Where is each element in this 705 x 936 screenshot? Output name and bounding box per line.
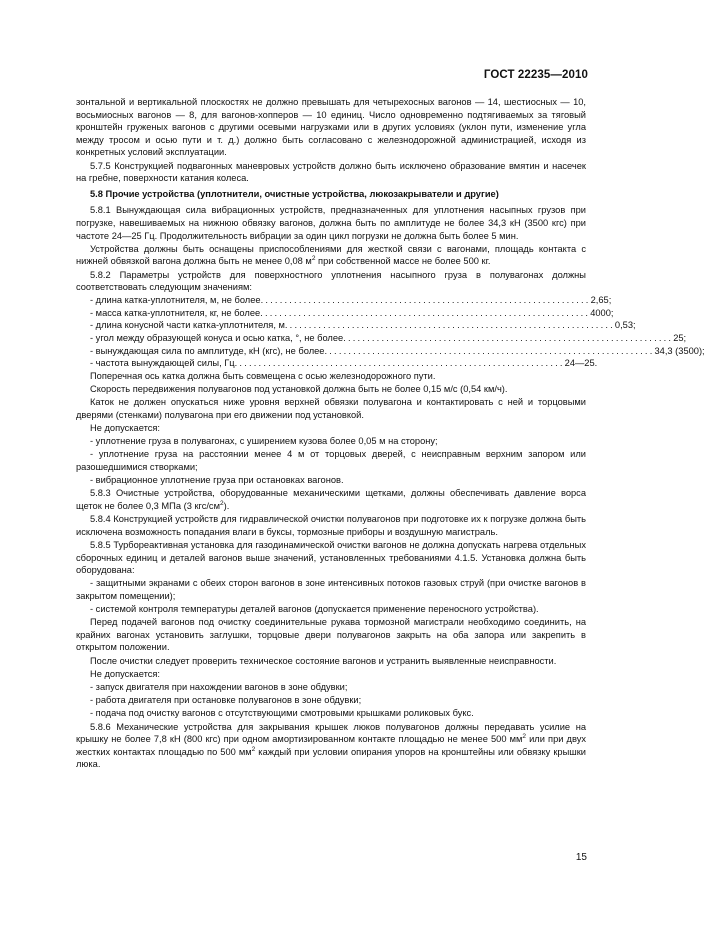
- leader-dots: .....................................................................: [284, 320, 615, 331]
- parameter-value: 2,65;: [590, 295, 612, 306]
- leader-dots: .....................................................................: [343, 333, 674, 344]
- superscript: 2: [522, 733, 527, 741]
- list-item: - уплотнение груза на расстоянии менее 4 м от торцовых дверей, с неисправным верхним запором или разошедшимися створками;: [76, 449, 586, 472]
- list-item: - запуск двигателя при нахождении вагонов в зоне обдувки;: [90, 682, 348, 692]
- document-id: ГОСТ 22235—2010: [483, 69, 588, 81]
- paragraph-after-cleaning: После очистки следует проверить техническое состояние вагонов и устранить выявленные неисправности.: [90, 655, 557, 666]
- paragraph-5-8-6: [76, 721, 586, 771]
- paragraph-5-8-1: 5.8.1 Вынуждающая сила вибрационных устройств, предназначенных для уплотнения насыпных грузов при погрузке, навешиваемых на нижнюю обвязку вагонов, должна быть по амплитуде не более 34,3 кН (3500 кгс) при частоте 24—25 Гц. Продолжительность вибрации за один цикл погрузки не должна быть более 5 мин.: [76, 205, 586, 241]
- section-heading-5-8: 5.8 Прочие устройства (уплотнители, очистные устройства, люкозакрыватели и другие): [90, 188, 499, 199]
- superscript: 2: [251, 745, 256, 753]
- paragraph-5-8-4: 5.8.4 Конструкцией устройств для гидравлической очистки полувагонов при подготовке их к погрузке должна быть исключена возможность попадания влаги в буксы, тормозные приборы и воздушную магистраль.: [76, 514, 586, 537]
- list-item: - подача под очистку вагонов с отсутствующими смотровыми крышками роликовых букс.: [90, 708, 474, 719]
- parameter-label: - вынуждающая сила по амплитуде, кН (кгс), не более: [90, 345, 325, 356]
- parameter-row: [90, 319, 636, 332]
- paragraph-5-8-3: [76, 487, 586, 512]
- parameter-row: [90, 332, 687, 345]
- list-item: - системой контроля температуры деталей вагонов (допускается применение переносного устройства).: [90, 604, 539, 615]
- text: Устройства должны быть оснащены приспособлениями для жесткой связи с вагонами, площадь контакта с нижней обвязкой вагона должна быть не менее 0,08 м: [76, 243, 586, 267]
- superscript: 2: [219, 499, 224, 507]
- leader-dots: .....................................................................: [260, 295, 591, 306]
- paragraph-axis: Поперечная ось катка должна быть совмещена с осью железнодорожного пути.: [90, 370, 436, 381]
- list-item: - уплотнение груза в полувагонах, с уширением кузова более 0,05 м на сторону;: [90, 436, 438, 447]
- paragraph-not-allowed: Не допускается:: [90, 423, 161, 433]
- leader-dots: .....................................................................: [324, 345, 655, 356]
- superscript: 2: [311, 255, 316, 263]
- paragraph-contact-area: [76, 243, 586, 268]
- parameter-value: 24—25.: [564, 358, 598, 369]
- text: 5.8.6 Механические устройства для закрывания крышек люков полувагонов должны передавать усилие на крышку не более 7,8 кН (800 кгс) при одном амортизированном контакте площадью не менее 500 мм: [76, 721, 586, 745]
- text: каждый при условии опирания упоров на кронштейны или обвязку крышки люка.: [76, 746, 586, 770]
- parameter-row: [90, 307, 614, 320]
- paragraph-5-7-5: 5.7.5 Конструкцией подвагонных маневровых устройств должно быть исключено образование вмятин и насечек на гребне, поверхности катания колеса.: [76, 160, 586, 184]
- list-item: - работа двигателя при остановке полувагонов в зоне обдувки;: [90, 695, 362, 706]
- parameter-value: 34,3 (3500);: [654, 345, 705, 356]
- leader-dots: .....................................................................: [260, 307, 591, 318]
- parameter-list: [90, 294, 705, 370]
- paragraph-roller: Каток не должен опускаться ниже уровня верхней обвязки полувагона и контактировать с ней и торцовыми дверями (стенками) полувагона при его движении под установкой.: [76, 397, 586, 420]
- list-item: - защитными экранами с обеих сторон вагонов в зоне интенсивных потоков газовых струй (при очистке вагонов в закрытом помещении);: [76, 578, 586, 601]
- parameter-label: - частота вынуждающей силы, Гц: [90, 358, 235, 369]
- page-number: 15: [575, 852, 587, 863]
- paragraph-before-cleaning: Перед подачей вагонов под очистку соединительные рукава тормозной магистрали необходимо соединить, на крайних вагонах установить заглушки, торцовые двери полувагонов закрыть на оба запора или закрепить в открытом положении.: [76, 617, 586, 653]
- paragraph-not-allowed: Не допускается:: [90, 668, 161, 679]
- paragraph-5-8-2: 5.8.2 Параметры устройств для поверхностного уплотнения насыпного груза в полувагонах должны соответствовать следующим значениям:: [76, 269, 586, 293]
- parameter-row: [90, 294, 612, 307]
- parameter-value: 25;: [673, 333, 687, 344]
- text: при собственной массе не более 500 кг.: [315, 256, 491, 267]
- parameter-label: - масса катка-уплотнителя, кг, не более: [90, 307, 261, 318]
- text: или при двух жестких контактах площадью по 500 мм: [76, 734, 586, 757]
- text: ).: [223, 500, 230, 511]
- list-item: - вибрационное уплотнение груза при остановках вагонов.: [90, 475, 344, 486]
- parameter-label: - длина катка-уплотнителя, м, не более: [90, 295, 261, 306]
- parameter-label: - угол между образующей конуса и осью катка, °, не более: [90, 333, 344, 344]
- paragraph-speed: Скорость передвижения полувагонов под установкой должна быть не более 0,15 м/с (0,54 км/ч).: [90, 384, 508, 395]
- document-body: [76, 96, 705, 772]
- leader-dots: .....................................................................: [234, 358, 565, 369]
- parameter-row: [90, 357, 598, 370]
- parameter-value: 0,53;: [614, 320, 636, 331]
- paragraph-5-8-5: 5.8.5 Турбореактивная установка для газодинамической очистки вагонов не должна допускать нагрева отдельных сборочных единиц и деталей вагонов выше значений, установленных требованиями 4.1.5. Установка должна быть оборудована:: [76, 539, 586, 576]
- parameter-row: [90, 345, 705, 358]
- text: 5.8.3 Очистные устройства, оборудованные механическими щетками, должны обеспечивать давление ворса щеток не более 0,3 МПа (3 кгс/см: [76, 488, 586, 511]
- parameter-label: - длина конусной части катка-уплотнителя, м: [90, 320, 285, 331]
- paragraph: зонтальной и вертикальной плоскостях не должно превышать для четырехосных вагонов — 14, шестиосных — 10, восьмиосных вагонов — 8, для вагонов-хопперов — 10 единиц. Число одновременно подтягиваемых за тяговый кронштейн груженых вагонов с другими осевыми нагрузками или в других условиях (уклон пути, изменение угла между тросом и осью пути и т. д.) должно быть согласовано с железнодорожной администрацией, исходя из конкретных условий эксплуатации.: [76, 97, 586, 158]
- parameter-value: 4000;: [590, 307, 614, 318]
